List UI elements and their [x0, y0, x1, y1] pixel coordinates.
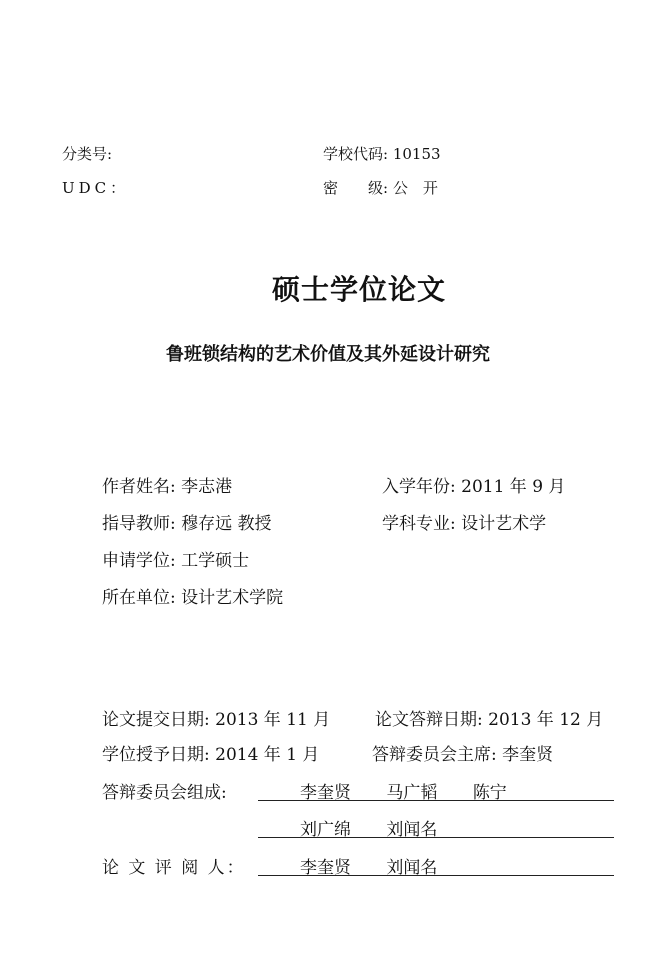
chair-label: 答辩委员会主席:	[372, 745, 497, 765]
committee-member: 刘广绵	[300, 820, 351, 840]
defense-date-label: 论文答辩日期:	[375, 710, 483, 730]
unit-label: 所在单位:	[102, 588, 176, 608]
committee-underline-1	[258, 800, 614, 801]
unit-value: 设计艺术学院	[181, 588, 284, 608]
secrecy-value: 公 开	[392, 179, 438, 197]
enroll-row	[382, 472, 565, 497]
committee-underline-2	[258, 837, 614, 838]
reviewer-name: 刘闻名	[386, 858, 438, 878]
major-row	[382, 509, 546, 534]
udc-label: UDC：	[62, 179, 130, 197]
school-code	[323, 143, 441, 164]
committee-member: 李奎贤	[300, 783, 351, 803]
submit-date-row	[102, 705, 330, 730]
degree-label: 申请学位:	[102, 551, 176, 571]
chair-row	[372, 740, 553, 765]
enroll-label: 入学年份:	[382, 477, 456, 497]
major-label: 学科专业:	[382, 514, 456, 534]
enroll-value: 2011 年 9 月	[461, 477, 566, 497]
secrecy-label: 密 级:	[323, 179, 389, 197]
grant-date-value: 2014 年 1 月	[215, 745, 320, 765]
school-code-label: 学校代码:	[323, 145, 389, 163]
thesis-subtitle: 鲁班锁结构的艺术价值及其外延设计研究	[166, 344, 490, 365]
defense-date-row	[375, 705, 603, 730]
reviewer-name: 李奎贤	[300, 858, 351, 878]
degree-value: 工学硕士	[181, 551, 250, 571]
reviewers-label: 论 文 评 阅 人：	[102, 858, 246, 878]
advisor-row	[102, 509, 272, 534]
committee-member: 马广韬	[386, 783, 438, 803]
secrecy-level	[323, 177, 438, 198]
degree-row	[102, 546, 249, 571]
committee-member: 陈宁	[472, 783, 507, 803]
class-number-label: 分类号:	[62, 145, 113, 163]
thesis-type-title: 硕士学位论文	[272, 273, 447, 306]
author-label: 作者姓名:	[102, 477, 176, 497]
grant-date-label: 学位授予日期:	[102, 745, 210, 765]
unit-row	[102, 583, 283, 608]
reviewers-underline	[258, 875, 614, 876]
advisor-label: 指导教师:	[102, 514, 176, 534]
school-code-value: 10153	[392, 145, 441, 163]
grant-date-row	[102, 740, 319, 765]
author-value: 李志港	[181, 477, 233, 497]
committee-member: 刘闻名	[386, 820, 438, 840]
major-value: 设计艺术学	[461, 514, 547, 534]
author-row	[102, 472, 232, 497]
chair-value: 李奎贤	[502, 745, 554, 765]
submit-date-value: 2013 年 11 月	[215, 710, 331, 730]
defense-date-value: 2013 年 12 月	[488, 710, 604, 730]
committee-label: 答辩委员会组成:	[102, 783, 227, 803]
submit-date-label: 论文提交日期:	[102, 710, 210, 730]
advisor-value: 穆存远 教授	[181, 514, 272, 534]
